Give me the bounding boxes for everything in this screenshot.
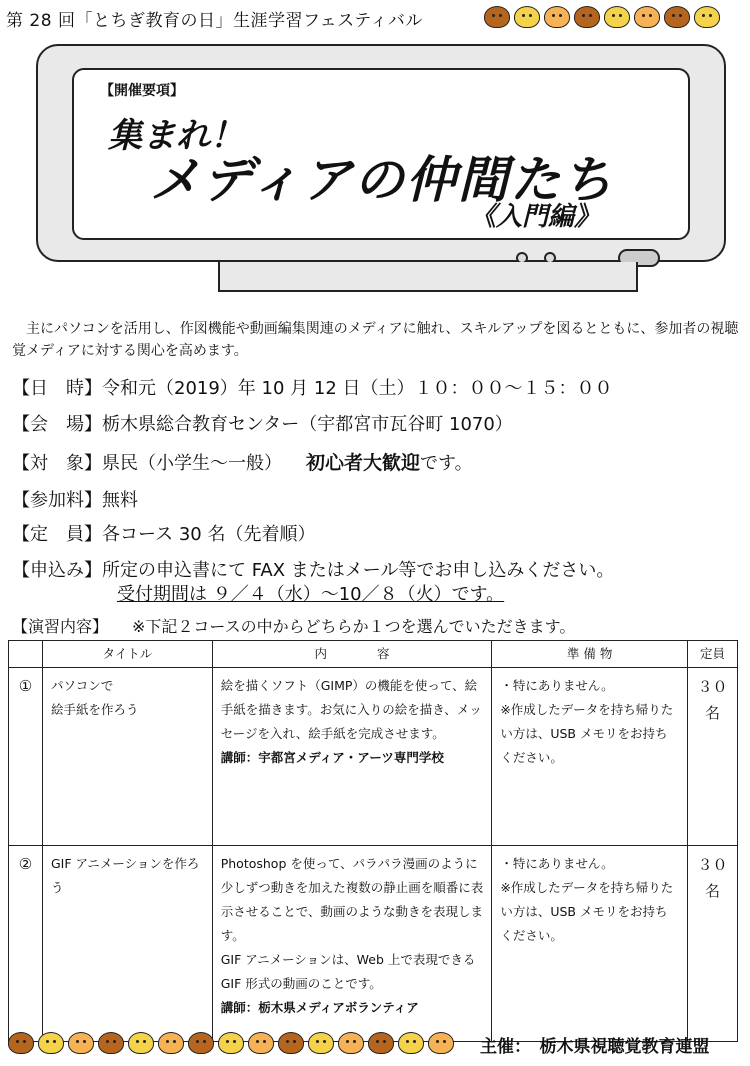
info-venue-key: 【会 場】 <box>12 414 102 435</box>
bear-icon <box>368 1032 394 1054</box>
page-header-title: 第 28 回「とちぎ教育の日」生涯学習フェスティバル <box>6 11 423 31</box>
course-description: 絵を描くソフト（GIMP）の機能を使って、絵手紙を描きます。お気に入りの絵を描き、メッセージを入れ、絵手紙を完成させます。 <box>220 678 482 741</box>
info-venue <box>12 410 513 436</box>
cat-icon <box>428 1032 454 1054</box>
cat-icon <box>338 1032 364 1054</box>
course-teacher: 講師：栃木県メディアボランティア <box>220 1000 419 1015</box>
course-prep <box>492 846 688 1042</box>
info-capacity <box>12 520 315 546</box>
bear-icon <box>574 6 600 28</box>
info-apply-value1: 所定の申込書にて FAX またはメール等でお申し込みください。 <box>102 560 615 581</box>
course-title: パソコンで 絵手紙を作ろう <box>42 668 212 846</box>
info-fee-key: 【参加料】 <box>12 490 102 511</box>
tv-stand <box>218 262 638 292</box>
course-prep <box>492 668 688 846</box>
info-fee-value: 無料 <box>102 490 138 511</box>
table-row <box>9 668 738 846</box>
table-header-num <box>9 641 43 668</box>
dog-icon <box>694 6 720 28</box>
info-target-suffix: です。 <box>420 453 473 474</box>
bear-icon <box>664 6 690 28</box>
event-title-line2: メディアの仲間たち <box>150 151 614 209</box>
dog-icon <box>398 1032 424 1054</box>
dog-icon <box>218 1032 244 1054</box>
course-prep-line1: ・特にありません。 <box>500 678 614 693</box>
info-apply-value2: 受付期間は ９／４（水）～10／８（火）です。 <box>117 584 505 605</box>
course-prep-line2: ※作成したデータを持ち帰りたい方は、USB メモリをお持ちください。 <box>500 702 674 765</box>
info-date-value: 令和元（2019）年 10 月 12 日（土）１０：００～１５：００ <box>102 378 613 399</box>
course-teacher: 講師：宇都宮メディア・アーツ専門学校 <box>220 750 444 765</box>
course-number: ① <box>9 668 43 846</box>
bear-icon <box>188 1032 214 1054</box>
info-apply-line2 <box>117 580 504 606</box>
event-title-line3: 《入門編》 <box>470 202 601 232</box>
course-prep-line2: ※作成したデータを持ち帰りたい方は、USB メモリをお持ちください。 <box>500 880 674 943</box>
event-title-line1: 集まれ！ <box>108 116 244 156</box>
organizer-credit: 主催： 栃木県視聴覚教育連盟 <box>480 1037 710 1057</box>
cat-icon <box>248 1032 274 1054</box>
tv-tag: 【開催要項】 <box>100 83 184 99</box>
info-content <box>12 614 575 637</box>
info-target <box>12 448 473 475</box>
cat-icon <box>634 6 660 28</box>
info-venue-value: 栃木県総合教育センター（宇都宮市瓦谷町 1070） <box>102 414 513 435</box>
info-fee <box>12 486 138 512</box>
table-header-content: 内 容 <box>212 641 492 668</box>
dog-icon <box>604 6 630 28</box>
dog-icon <box>514 6 540 28</box>
cat-icon <box>544 6 570 28</box>
info-date-key: 【日 時】 <box>12 378 102 399</box>
dog-icon <box>128 1032 154 1054</box>
bear-icon <box>8 1032 34 1054</box>
bear-icon <box>278 1032 304 1054</box>
info-capacity-key: 【定 員】 <box>12 524 102 545</box>
info-date <box>12 374 613 400</box>
course-description: Photoshop を使って、パラパラ漫画のように少しずつ動きを加えた複数の静止画を順番に表示させることで、動画のような動きを表現します。 GIF アニメーションは、Web 上で表現できる GIF 形式の動画のことです。 <box>220 856 484 991</box>
info-target-key: 【対 象】 <box>12 453 102 474</box>
course-table <box>8 640 738 1042</box>
table-row <box>9 846 738 1042</box>
course-content <box>212 668 492 846</box>
course-prep-line1: ・特にありません。 <box>500 856 614 871</box>
info-apply-key: 【申込み】 <box>12 560 102 581</box>
cat-icon <box>158 1032 184 1054</box>
dog-icon <box>38 1032 64 1054</box>
info-target-value: 県民（小学生～一般） <box>102 453 282 474</box>
dog-icon <box>308 1032 334 1054</box>
course-number: ② <box>9 846 43 1042</box>
info-target-emphasis: 初心者大歓迎 <box>306 452 421 474</box>
table-header-prep: 準 備 物 <box>492 641 688 668</box>
table-header-capacity: 定員 <box>688 641 738 668</box>
bear-icon <box>98 1032 124 1054</box>
course-capacity: ３０ 名 <box>688 846 738 1042</box>
info-content-note: ※下記２コースの中からどちらか１つを選んでいただきます。 <box>132 617 576 636</box>
header-animal-icons <box>484 6 720 28</box>
course-content <box>212 846 492 1042</box>
bear-icon <box>484 6 510 28</box>
info-capacity-value: 各コース 30 名（先着順） <box>102 524 316 545</box>
footer-animal-icons <box>8 1032 454 1054</box>
table-header-row <box>9 641 738 668</box>
cat-icon <box>68 1032 94 1054</box>
course-title: GIF アニメーションを作ろう <box>42 846 212 1042</box>
intro-paragraph: 主にパソコンを活用し、作図機能や動画編集関連のメディアに触れ、スキルアップを図るとともに、参加者の視聴覚メディアに対する関心を高めます。 <box>12 321 739 359</box>
table-header-title: タイトル <box>42 641 212 668</box>
course-capacity: ３０ 名 <box>688 668 738 846</box>
info-apply <box>12 556 614 582</box>
info-content-key: 【演習内容】 <box>12 617 109 636</box>
